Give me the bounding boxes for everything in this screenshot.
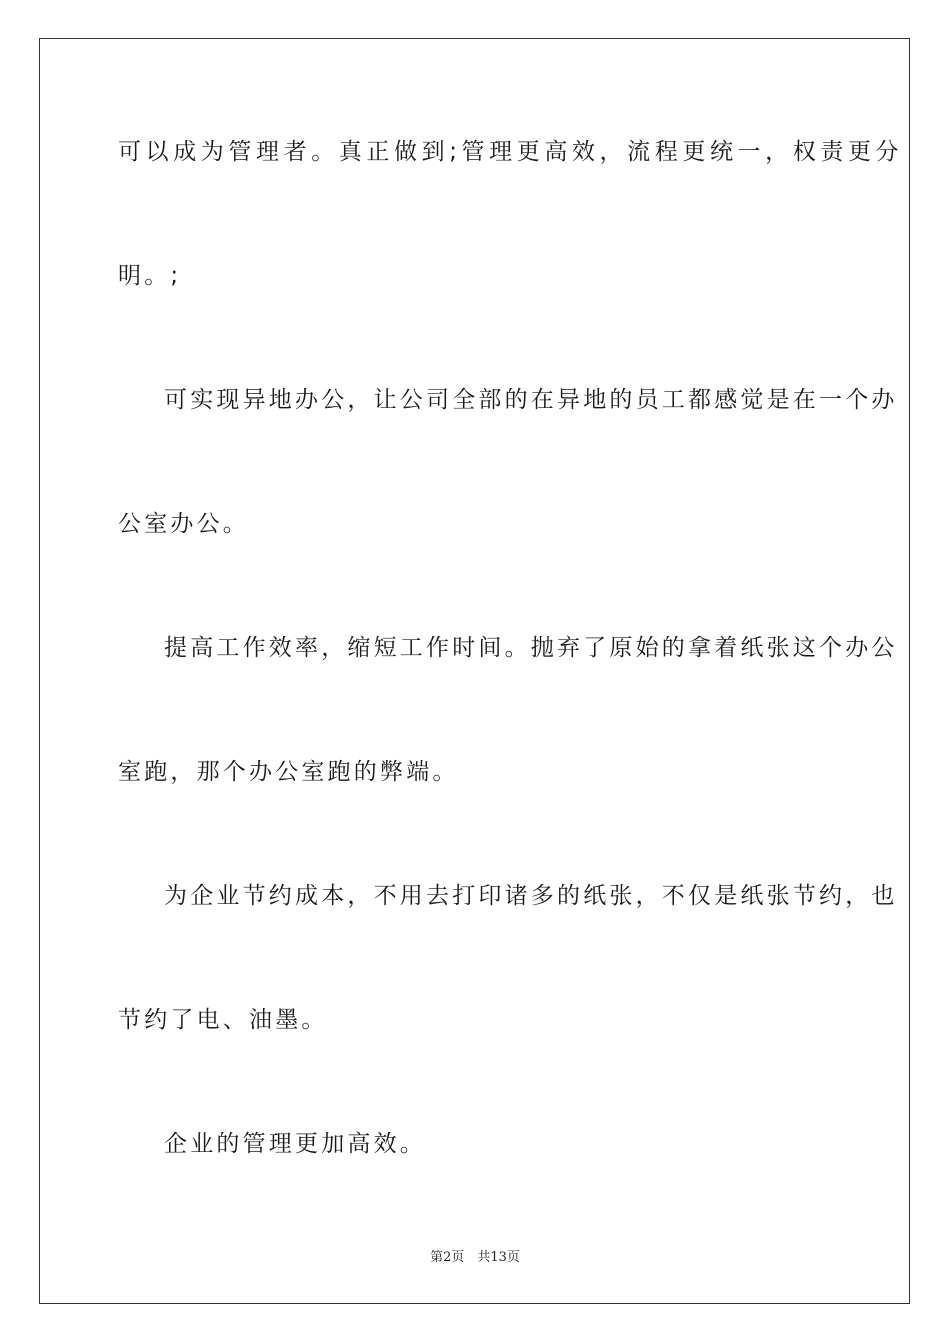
text-line: 可实现异地办公，让公司全部的在异地的员工都感觉是在一个办 xyxy=(164,387,898,413)
page-frame xyxy=(39,38,910,1304)
text-line: 可以成为管理者。真正做到;管理更高效，流程更统一，权责更分 xyxy=(118,139,904,165)
page-number-footer: 第2页 共13页 xyxy=(430,1250,520,1265)
text-line: 室跑，那个办公室跑的弊端。 xyxy=(118,759,459,785)
text-line: 提高工作效率，缩短工作时间。抛弃了原始的拿着纸张这个办公 xyxy=(164,635,898,661)
text-line: 为企业节约成本，不用去打印诸多的纸张，不仅是纸张节约，也 xyxy=(164,883,898,909)
text-line: 明。; xyxy=(118,263,182,289)
text-line: 企业的管理更加高效。 xyxy=(164,1131,426,1157)
text-line: 公室办公。 xyxy=(118,511,249,537)
text-line: 节约了电、油墨。 xyxy=(118,1007,328,1033)
